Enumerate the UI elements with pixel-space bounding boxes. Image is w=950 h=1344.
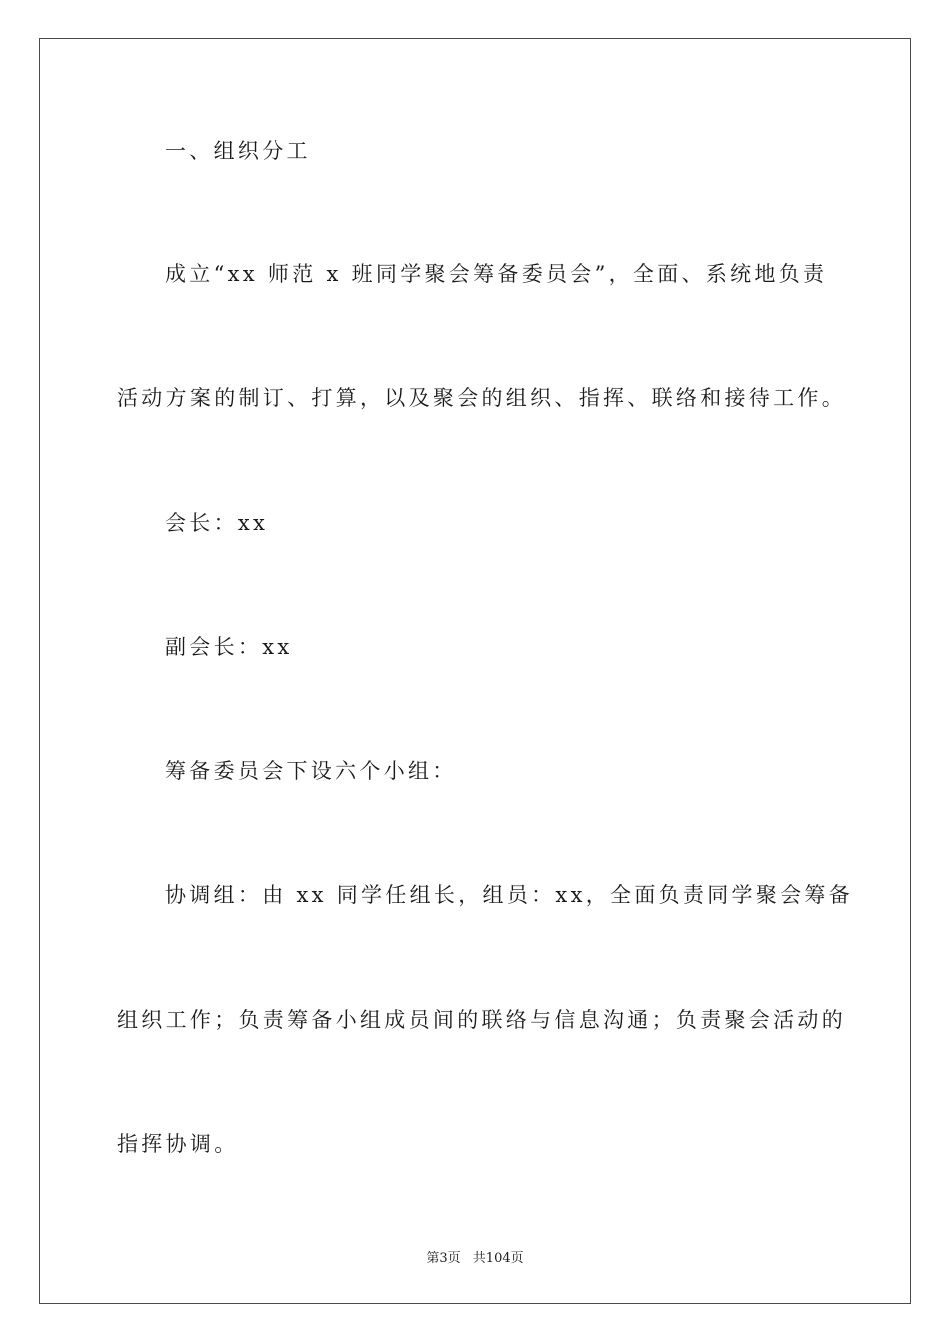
paragraph-line: 组织工作；负责筹备小组成员间的联络与信息沟通；负责聚会活动的 [117, 1008, 846, 1032]
section-heading: 一、组织分工 [165, 139, 311, 163]
paragraph-line: 副会长：xx [165, 635, 293, 659]
paragraph-line: 协调组：由 xx 同学任组长，组员：xx，全面负责同学聚会筹备 [165, 883, 854, 907]
page-footer [0, 1247, 950, 1266]
page-number: 第3页 [426, 1251, 461, 1266]
paragraph-line: 筹备委员会下设六个小组： [165, 759, 457, 783]
page-border [39, 38, 911, 1304]
paragraph-line: 成立“xx 师范 x 班同学聚会筹备委员会”，全面、系统地负责 [165, 262, 828, 286]
paragraph-line: 会长：xx [165, 511, 269, 535]
paragraph-line: 指挥协调。 [117, 1132, 239, 1156]
paragraph-line: 活动方案的制订、打算，以及聚会的组织、指挥、联络和接待工作。 [117, 386, 846, 410]
page-total: 共104页 [472, 1251, 524, 1266]
